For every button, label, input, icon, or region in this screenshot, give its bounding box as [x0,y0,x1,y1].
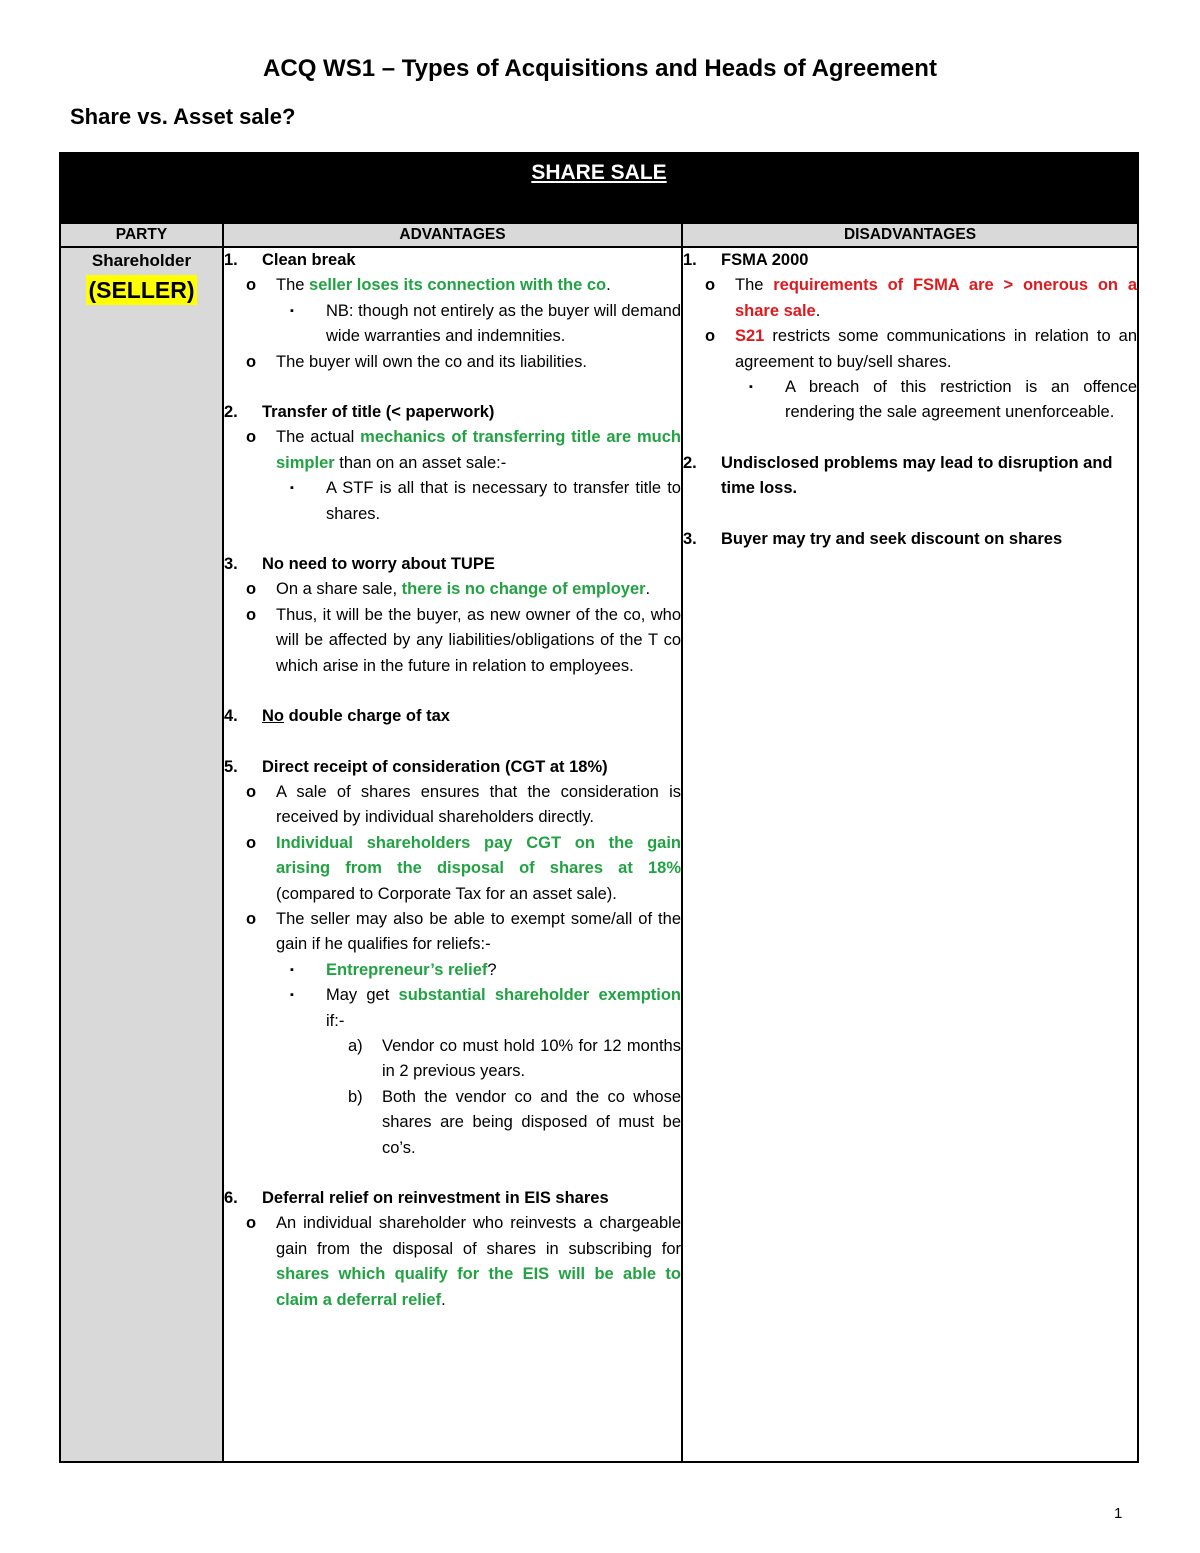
item-number: 2. [224,403,238,422]
disadvantage-item [683,451,1137,502]
share-sale-table [59,152,1139,1463]
sub-bullet-text: May get substantial shareholder exemption if:- [326,986,682,1030]
advantages-cell [223,247,682,1462]
document-title: ACQ WS1 – Types of Acquisitions and Heads of Agreement [263,55,937,82]
advantage-item [224,1186,681,1313]
advantage-item [224,755,681,1162]
sub-bullet-marker: ▪ [290,989,294,1002]
item-heading: Deferral relief on reinvestment in EIS shares [262,1189,609,1207]
bullet-marker: o [246,580,257,599]
banner-title: SHARE SALE [531,161,667,184]
item-number: 5. [224,757,238,776]
sub-bullet-text: Entrepreneur’s relief? [326,960,497,979]
bullet-marker: o [705,327,716,346]
disadvantages-cell [682,247,1138,1462]
item-heading: Buyer may try and seek discount on shares [721,529,1063,548]
sub-bullet-marker: ▪ [749,381,753,394]
lettered-text: Both the vendor co and the co whose shares are being disposed of must be co’s. [382,1087,681,1157]
bullet-text: Thus, it will be the buyer, as new owner of the co, who will be affected by any liabilities/obligations of the T co which arise in the future in relation to employees. [276,605,681,675]
item-number: 3. [224,555,238,574]
sub-bullet-text: NB: though not entirely as the buyer will demand wide warranties and indemnities. [326,301,681,346]
column-header-party: PARTY [60,223,223,247]
bullet-marker: o [705,276,716,295]
bullet-marker: o [246,1214,257,1233]
item-heading: Clean break [262,251,356,269]
disadvantage-item [683,248,1137,426]
item-heading: FSMA 2000 [721,251,809,269]
table-banner [60,153,1138,223]
bullet-text: The seller loses its connection with the co. [276,276,611,295]
lettered-marker: a) [348,1036,363,1055]
bullet-marker: o [246,352,257,371]
party-label: Shareholder [91,251,192,270]
bullet-marker: o [246,782,257,801]
bullet-text: S21 restricts some communications in relation to an agreement to buy/sell shares. [735,327,1138,371]
sub-bullet-marker: ▪ [290,963,294,976]
bullet-text: Individual shareholders pay CGT on the gain arising from the disposal of shares at 18% (compared to Corporate Tax for an asset sale). [276,833,681,903]
advantage-item [224,552,681,679]
item-number: 6. [224,1189,238,1207]
item-number: 1. [224,251,238,269]
sub-bullet-marker: ▪ [290,482,294,495]
item-heading: No need to worry about TUPE [262,555,495,574]
bullet-text: A sale of shares ensures that the consideration is received by individual shareholders directly. [276,782,681,827]
party-cell [60,247,223,1462]
bullet-text: An individual shareholder who reinvests a chargeable gain from the disposal of shares in subscribing for shares which qualify for the EIS will be able to claim a deferral relief. [276,1214,681,1309]
advantage-item [224,400,681,527]
item-heading: No double charge of tax [262,707,450,726]
item-number: 4. [224,707,238,726]
bullet-text: The requirements of FSMA are > onerous on a share sale. [735,276,1137,320]
item-number: 3. [683,529,697,548]
bullet-text: The buyer will own the co and its liabilities. [276,352,587,371]
bullet-marker: o [246,833,257,852]
item-heading: Undisclosed problems may lead to disruption and time loss. [721,453,1113,498]
item-heading: Transfer of title (< paperwork) [262,403,495,422]
item-heading: Direct receipt of consideration (CGT at 18%) [262,757,608,776]
sub-bullet-text: A breach of this restriction is an offence rendering the sale agreement unenforceable. [785,378,1138,422]
disadvantage-item [683,527,1137,552]
page-number: 1 [1114,1505,1123,1522]
party-role-highlight: (SELLER) [88,277,195,304]
bullet-marker: o [246,605,257,624]
sub-bullet-marker: ▪ [290,304,294,317]
bullet-marker: o [246,428,257,447]
sub-bullet-text: A STF is all that is necessary to transfer title to shares. [326,479,681,523]
bullet-marker: o [246,909,257,928]
advantage-item [224,704,681,729]
bullet-marker: o [246,276,257,295]
bullet-text: On a share sale, there is no change of employer. [276,580,651,599]
item-number: 2. [683,453,697,472]
bullet-text: The seller may also be able to exempt some/all of the gain if he qualifies for reliefs:- [276,909,681,954]
section-subtitle: Share vs. Asset sale? [70,104,296,129]
advantage-item [224,248,681,375]
lettered-marker: b) [348,1087,363,1106]
lettered-text: Vendor co must hold 10% for 12 months in 2 previous years. [382,1036,681,1081]
item-number: 1. [683,251,697,269]
bullet-text: The actual mechanics of transferring title are much simpler than on an asset sale:- [276,428,681,472]
column-header-advantages: ADVANTAGES [223,223,682,247]
column-header-disadvantages: DISADVANTAGES [682,223,1138,247]
